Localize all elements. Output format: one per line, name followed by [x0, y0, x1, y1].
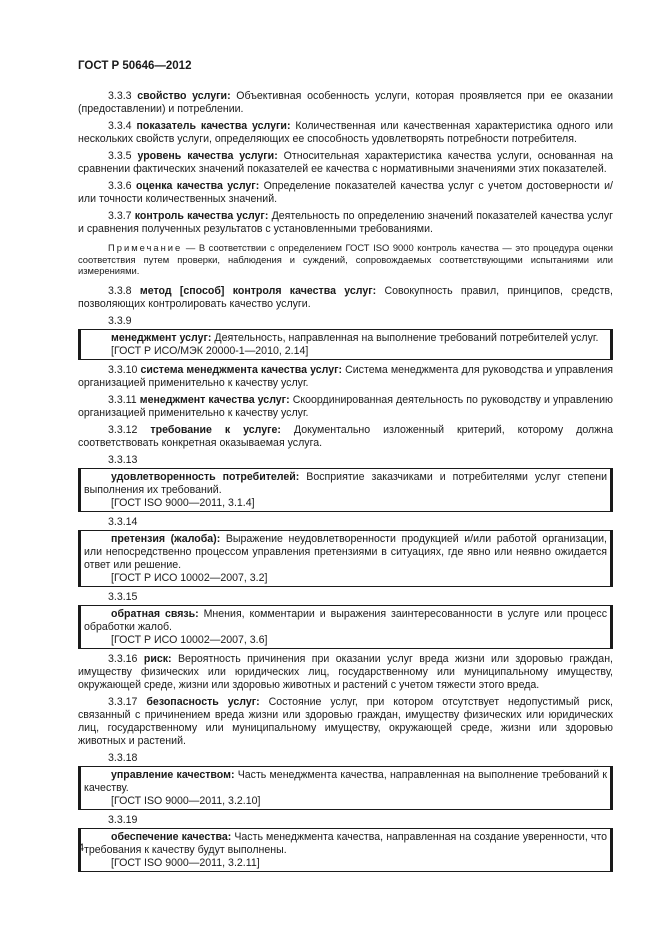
term: менеджмент услуг:	[111, 331, 212, 344]
term: контроль качества услуг:	[134, 210, 269, 222]
clause-number: 3.3.9	[108, 314, 132, 327]
term: обратная связь:	[111, 607, 199, 620]
clause-3-3-4: 3.3.4 показатель качества услуги: Количественная или качественная характеристика одного или нескольких свойств услуги, определяющих ее способность удовлетворять потребности потребителя.	[78, 120, 613, 145]
term: требование к услуге:	[150, 423, 281, 436]
reference: [ГОСТ ISO 9000—2011, 3.1.4]	[111, 496, 255, 509]
term: свойство услуги:	[137, 90, 231, 102]
clause-3-3-10: 3.3.10 система менеджмента качества услуг: Система менеджмента для руководства и управления организацией применительно к качеству услуг.	[78, 363, 613, 389]
term: оценка качества услуг:	[135, 180, 260, 192]
term: обеспечение качества:	[111, 830, 232, 843]
clause-3-3-11: 3.3.11 менеджмент качества услуг: Скоординированная деятельность по руководству и управлению организацией применительно к качеству услуг.	[78, 393, 613, 419]
definition-box-3-3-15: обратная связь: Мнения, комментарии и выражения заинтересованности в услуге или процесс обработки жалоб. [ГОСТ Р ИСО 10002—2007, 3.6]	[78, 605, 613, 649]
page-number: 4	[78, 842, 85, 854]
reference: [ГОСТ ISO 9000—2011, 3.2.11]	[111, 856, 260, 869]
term: безопасность услуг:	[146, 695, 260, 708]
clause-3-3-16: 3.3.16 риск: Вероятность причинения при оказании услуг вреда жизни или здоровью граждан, имуществу физических или юридических лиц, государственному или муниципальному имуществу, окружающей среде, жизни или здоровью животных и растений с учетом тяжести этого вреда.	[78, 652, 613, 691]
note-label: Примечание	[108, 242, 183, 253]
term: система менеджмента качества услуг:	[140, 363, 343, 376]
clause-number: 3.3.19	[108, 813, 138, 826]
reference: [ГОСТ Р ИСО 10002—2007, 3.6]	[111, 633, 268, 646]
term: показатель качества услуги:	[136, 120, 291, 132]
term: метод [способ] контроля качества услуг:	[139, 284, 377, 297]
clause-number: 3.3.15	[108, 590, 138, 603]
note: Примечание — В соответствии с определением ГОСТ ISO 9000 контроль качества — это процедура оценки соответствия путем проверки, наблюдения и суждений, сопровождаемых соответствующими испытаниями или измерениями.	[78, 242, 613, 276]
clause-3-3-5: 3.3.5 уровень качества услуги: Относительная характеристика качества услуги, основанная на сравнении фактических значений показателей ее качества с нормативными значениями этих показателей.	[78, 150, 613, 175]
clause-number: 3.3.14	[108, 515, 138, 528]
clause-3-3-8: 3.3.8 метод [способ] контроля качества услуг: Совокупность правил, принципов, средств, позволяющих контролировать качество услуги.	[78, 284, 613, 310]
document-header: ГОСТ Р 50646—2012	[78, 60, 192, 72]
clause-3-3-3: 3.3.3 свойство услуги: Объективная особенность услуги, которая проявляется при ее оказании (предоставлении) и потреблении.	[78, 90, 613, 115]
term: удовлетворенность потребителей:	[111, 470, 300, 483]
definition-box-3-3-9: менеджмент услуг: Деятельность, направленная на выполнение требований потребителей услуг. [ГОСТ Р ИСО/МЭК 20000-1—2010, 2.14]	[78, 329, 613, 360]
clause-3-3-7: 3.3.7 контроль качества услуг: Деятельность по определению значений показателей качества услуг и сравнения полученных результатов с установленными требованиями.	[78, 210, 613, 235]
clause-number: 3.3.13	[108, 453, 138, 466]
term: риск:	[143, 652, 172, 665]
reference: [ГОСТ Р ИСО 10002—2007, 3.2]	[111, 571, 268, 584]
term: претензия (жалоба):	[111, 532, 221, 545]
definition-box-3-3-18: управление качеством: Часть менеджмента качества, направленная на выполнение требований к качеству. [ГОСТ ISO 9000—2011, 3.2.10]	[78, 766, 613, 810]
reference: [ГОСТ Р ИСО/МЭК 20000-1—2010, 2.14]	[111, 344, 309, 357]
clause-number: 3.3.18	[108, 751, 138, 764]
definition-box-3-3-19: обеспечение качества: Часть менеджмента качества, направленная на создание уверенности, что требования к качеству будут выполнены. [ГОСТ ISO 9000—2011, 3.2.11]	[78, 828, 613, 872]
document-body	[78, 90, 613, 876]
reference: [ГОСТ ISO 9000—2011, 3.2.10]	[111, 794, 261, 807]
term: уровень качества услуги:	[137, 150, 278, 162]
clause-3-3-17: 3.3.17 безопасность услуг: Состояние услуг, при котором отсутствует недопустимый риск, связанный с причинением вреда жизни или здоровью граждан, имуществу физических или юридических лиц, государственному или муниципальному имуществу, окружающей среде, жизни или здоровью животных и растений.	[78, 695, 613, 747]
definition-box-3-3-14: претензия (жалоба): Выражение неудовлетворенности продукцией и/или работой организации, или непосредственно процессом управления претензиями в ситуациях, где явно или неявно ожидается ответ или решение. [ГОСТ Р ИСО 10002—2007, 3.2]	[78, 530, 613, 587]
term: менеджмент качества услуг:	[139, 393, 290, 406]
definition-box-3-3-13: удовлетворенность потребителей: Восприятие заказчиками и потребителями услуг степени выполнения их требований. [ГОСТ ISO 9000—2011, 3.1.4]	[78, 468, 613, 512]
clause-3-3-6: 3.3.6 оценка качества услуг: Определение показателей качества услуг с учетом достоверности и/или точности количественных значений.	[78, 180, 613, 205]
term: управление качеством:	[111, 768, 235, 781]
clause-3-3-12: 3.3.12 требование к услуге: Документально изложенный критерий, которому должна соответствовать конкретная оказываемая услуга.	[78, 423, 613, 449]
